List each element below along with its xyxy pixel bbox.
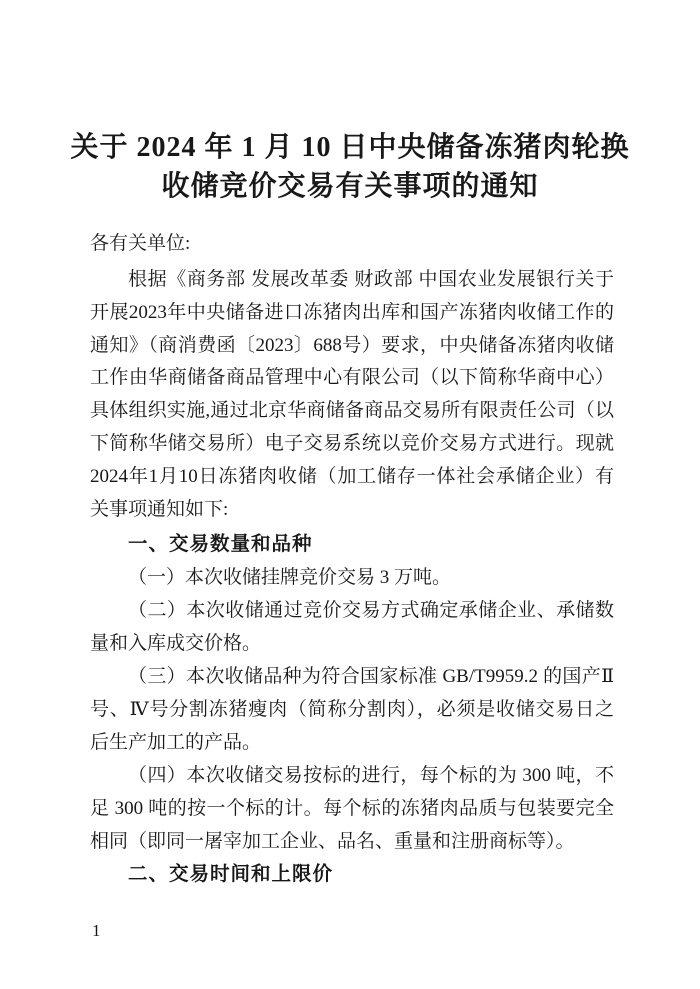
intro-line: 下简称华储交易所）电子交易系统以竞价交易方式进行。现就 [90, 432, 614, 454]
intro-line: 关事项通知如下: [90, 498, 229, 520]
section-2-heading: 二、交易时间和上限价 [128, 863, 334, 885]
section-1-item-2-line: （二）本次收储通过竞价交易方式确定承储企业、承储数 [128, 600, 614, 621]
section-1-item-4-line: 相同（即同一屠宰加工企业、品名、重量和注册商标等）。 [90, 831, 575, 852]
document-title [0, 128, 700, 206]
section-1-item-1-line: （一）本次收储挂牌竞价交易 3 万吨。 [128, 567, 452, 588]
section-1-item-4-line: 足 300 吨的按一个标的计。每个标的冻猪肉品质与包装要完全 [90, 798, 614, 819]
intro-line: 开展2023年中央储备进口冻猪肉出库和国产冻猪肉收储工作的 [90, 301, 614, 323]
section-1-item-3-line: 号、Ⅳ号分割冻猪瘦肉（简称分割肉），必须是收储交易日之 [90, 699, 614, 720]
intro-paragraph [90, 264, 614, 526]
salutation-line: 各有关单位: [90, 233, 191, 254]
intro-line: 工作由华商储备商品管理中心有限公司（以下简称华商中心） [90, 367, 614, 389]
section-1-heading: 一、交易数量和品种 [128, 533, 313, 555]
sections-body [90, 528, 614, 891]
intro-line: 2024年1月10日冻猪肉收储（加工储存一体社会承储企业）有 [90, 465, 614, 487]
section-1-item-4-line: （四）本次收储交易按标的进行，每个标的为 300 吨，不 [128, 765, 614, 786]
intro-line: 通知》（商消费函〔2023〕688号）要求，中央储备冻猪肉收储 [90, 334, 614, 356]
section-1-item-3-line: （三）本次收储品种为符合国家标准 GB/T9959.2 的国产Ⅱ [128, 666, 614, 687]
intro-line: 具体组织实施,通过北京华商储备商品交易所有限责任公司（以 [90, 400, 614, 422]
title-line-1: 关于 2024 年 1 月 10 日中央储备冻猪肉轮换 [70, 132, 630, 163]
section-1-item-3-line: 后生产加工的产品。 [90, 732, 262, 753]
intro-line: 根据《商务部 发展改革委 财政部 中国农业发展银行关于 [128, 269, 614, 290]
section-1-item-2-line: 量和入库成交价格。 [90, 633, 262, 654]
title-line-2: 收储竞价交易有关事项的通知 [161, 171, 539, 202]
page-number: 1 [92, 921, 101, 940]
